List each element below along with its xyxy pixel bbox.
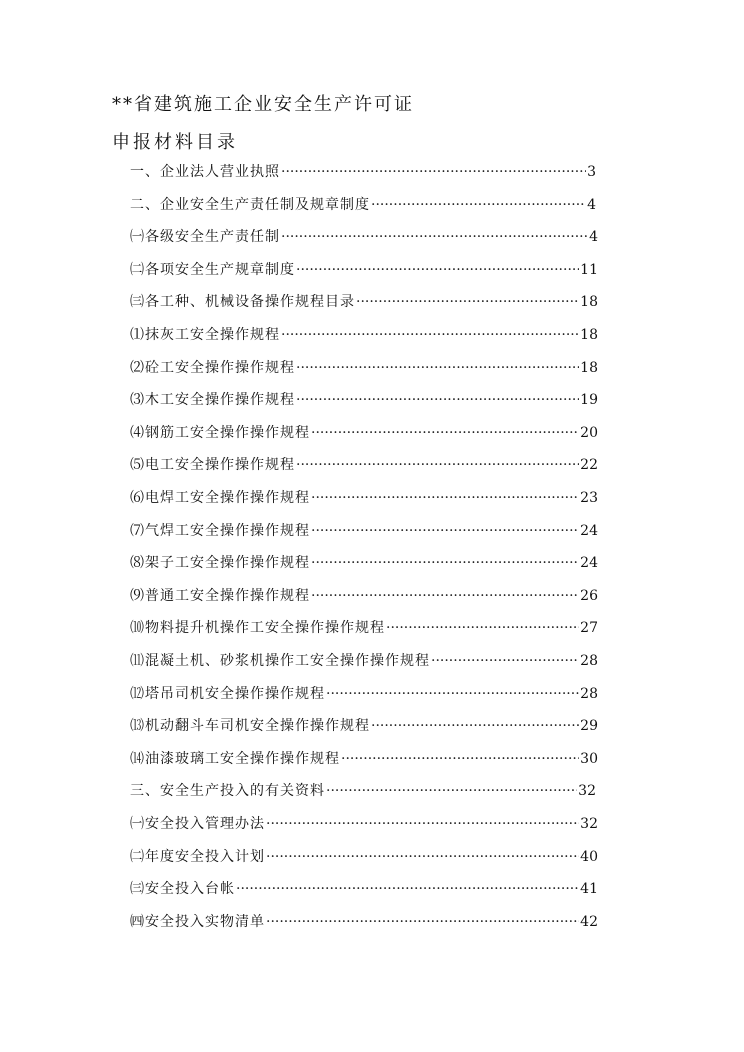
toc-entry-page-number: 4 [587,196,596,213]
toc-dot-leader [326,686,579,702]
toc-entry[interactable] [130,715,598,747]
toc-entry-page-number: 18 [580,327,598,343]
toc-entry-label: ㈠安全投入管理办法 [130,816,265,832]
toc-dot-leader [266,849,579,865]
toc-entry-label: ㈡各项安全生产规章制度 [130,261,295,278]
toc-entry[interactable] [130,259,598,291]
toc-entry[interactable] [130,780,596,812]
toc-entry-page-number: 29 [580,718,598,735]
toc-entry-page-number: 28 [580,653,598,669]
toc-entry-label: ⒀机动翻斗车司机安全操作操作规程 [130,718,370,735]
toc-entry[interactable] [130,454,598,486]
toc-entry-page-number: 4 [589,229,598,246]
document-title: **省建筑施工企业安全生产许可证 [112,94,414,115]
toc-entry[interactable] [130,324,598,356]
toc-entry-page-number: 27 [580,620,598,637]
document-subtitle: 申报材料目录 [112,132,238,153]
toc-entry-page-number: 19 [580,392,598,409]
toc-entry-label: 一、企业法人营业执照 [130,164,280,180]
toc-entry[interactable] [130,226,598,258]
toc-entry-page-number: 23 [580,490,598,506]
toc-entry[interactable] [130,291,598,323]
toc-dot-leader [341,751,579,767]
toc-dot-leader [311,425,579,441]
toc-entry-label: ⑽物料提升机操作工安全操作操作规程 [130,620,385,637]
toc-entry[interactable] [130,617,598,649]
toc-entry-page-number: 24 [580,555,598,572]
toc-entry-page-number: 20 [580,424,598,441]
toc-entry-label: 二、企业安全生产责任制及规章制度 [130,196,370,213]
toc-entry-label: ⑺气焊工安全操作操作规程 [130,522,310,539]
toc-entry-label: ⑿塔吊司机安全操作操作规程 [130,685,325,702]
toc-entry-page-number: 42 [580,913,598,930]
toc-entry[interactable] [130,878,598,910]
toc-entry-label: ⑻架子工安全操作操作规程 [130,555,310,572]
toc-dot-leader [296,457,579,473]
toc-entry-label: ⒁油漆玻璃工安全操作操作规程 [130,750,340,767]
toc-dot-leader [311,490,579,506]
toc-dot-leader [296,262,579,278]
toc-dot-leader [281,164,586,180]
toc-dot-leader [326,783,577,799]
toc-entry-page-number: 3 [587,164,596,180]
toc-entry-label: ㈢各工种、机械设备操作规程目录 [130,294,355,311]
toc-entry-label: ⑼普通工安全操作操作规程 [130,587,310,604]
toc-entry-label: ㈣安全投入实物清单 [130,913,265,930]
toc-entry-label: ⑵砼工安全操作操作规程 [130,359,295,376]
toc-entry-label: ⑴抹灰工安全操作规程 [130,327,280,343]
toc-entry-page-number: 22 [580,457,598,474]
toc-entry-page-number: 32 [578,783,596,800]
toc-entry-page-number: 32 [580,816,598,832]
toc-entry-page-number: 18 [580,359,598,376]
toc-entry-label: ⑷钢筋工安全操作操作规程 [130,424,310,441]
toc-entry[interactable] [130,911,598,943]
toc-entry-label: ⑶木工安全操作操作规程 [130,392,295,409]
toc-dot-leader [236,881,579,897]
toc-entry-label: 三、安全生产投入的有关资料 [130,783,325,800]
toc-entry[interactable] [130,487,598,519]
toc-entry[interactable] [130,389,598,421]
toc-dot-leader [266,816,579,832]
toc-entry[interactable] [130,813,598,845]
toc-entry-label: ㈢安全投入台帐 [130,881,235,898]
toc-entry[interactable] [130,846,598,878]
toc-entry[interactable] [130,585,598,617]
toc-entry-page-number: 18 [580,294,598,311]
toc-dot-leader [311,523,579,539]
toc-entry[interactable] [130,683,598,715]
toc-entry-label: ㈠各级安全生产责任制 [130,229,280,246]
toc-dot-leader [281,229,588,245]
toc-entry[interactable] [130,748,598,780]
toc-entry[interactable] [130,161,596,193]
toc-entry-label: ⑹电焊工安全操作操作规程 [130,490,310,506]
toc-dot-leader [386,620,579,636]
toc-entry-page-number: 41 [580,881,598,898]
toc-dot-leader [311,555,579,571]
toc-entry[interactable] [130,194,596,226]
toc-entry-page-number: 30 [580,750,598,767]
toc-entry[interactable] [130,422,598,454]
toc-entry-page-number: 26 [580,587,598,604]
toc-entry[interactable] [130,520,598,552]
toc-entry[interactable] [130,552,598,584]
toc-dot-leader [371,197,586,213]
toc-entry-page-number: 24 [580,522,598,539]
toc-entry-page-number: 40 [580,848,598,865]
toc-dot-leader [296,392,579,408]
toc-entry-label: ㈡年度安全投入计划 [130,848,265,865]
toc-entry-label: ⑸电工安全操作操作规程 [130,457,295,474]
toc-dot-leader [356,294,579,310]
toc-dot-leader [266,914,579,930]
toc-entry-label: ⑾混凝土机、砂浆机操作工安全操作操作规程 [130,653,430,669]
toc-entry[interactable] [130,650,598,682]
toc-entry-page-number: 28 [580,685,598,702]
toc-dot-leader [296,360,579,376]
toc-entry-page-number: 11 [580,261,598,278]
toc-dot-leader [311,588,579,604]
toc-dot-leader [431,653,579,669]
toc-dot-leader [371,718,579,734]
toc-dot-leader [281,327,579,343]
toc-entry[interactable] [130,357,598,389]
